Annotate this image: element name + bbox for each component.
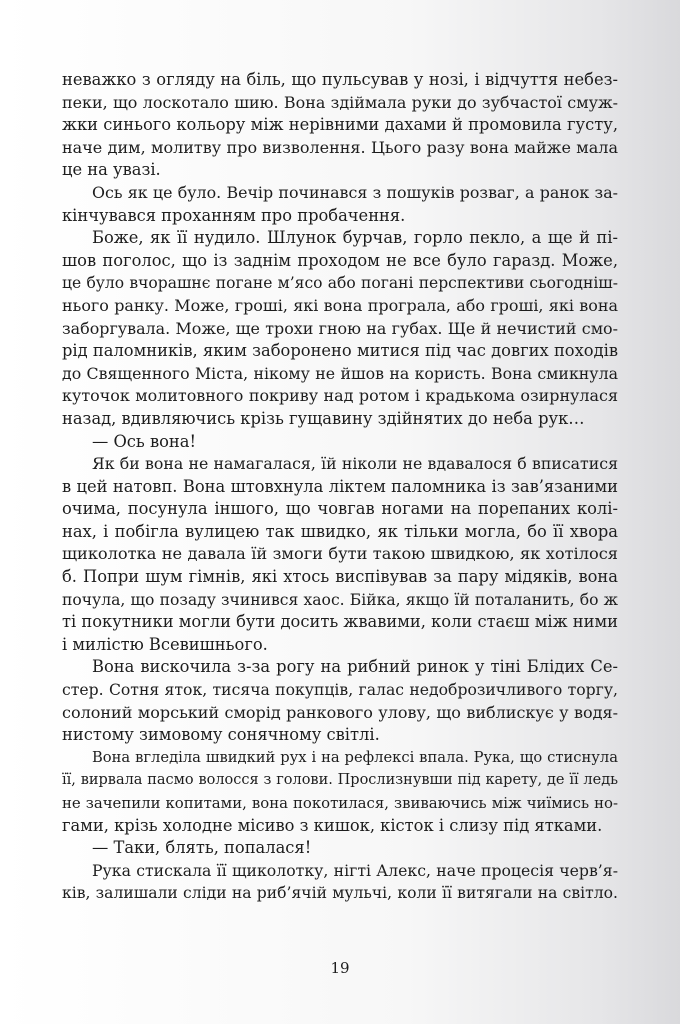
text-line: Вона вискочила з-за рогу на рибний ринок у тіні Блідих Се- — [92, 657, 618, 677]
text-line: рід паломників, яким заборонено митися під час довгих походів — [62, 341, 618, 361]
text-line: Ось як це було. Вечір починався з пошуків розваг, а ранок за- — [92, 182, 618, 202]
text-line: ків, залишали сліди на риб’ячій мульчі, коли її витягали на світло. — [62, 884, 618, 903]
body-text — [62, 69, 618, 905]
text-line: назад, вдивляючись крізь гущавину здійнятих до неба рук… — [62, 408, 585, 428]
text-line: солоний морський сморід ранкового улову, що виблискує у водя- — [62, 702, 618, 722]
text-line: в цей натовп. Вона штовхнула ліктем паломника із зав’язаними — [62, 476, 618, 496]
text-line: ті покутники могли бути досить жвавими, коли стаєш між ними — [62, 612, 618, 632]
text-line: очима, посунула іншого, що човгав ногами на порепаних колі- — [62, 499, 618, 519]
text-line: Боже, як її нудило. Шлунок бурчав, горло пекло, а ще й пі- — [92, 228, 618, 248]
text-line: нах, і побігла вулицею так швидко, як тільки могла, бо її хвора — [62, 521, 618, 541]
text-line: — Ось вона! — [92, 431, 197, 451]
text-line: це було вчорашнє погане м’ясо або погані перспективи сьогодніш- — [62, 274, 618, 293]
text-line: — Таки, блять, попалася! — [92, 838, 312, 858]
text-line: Рука стискала її щиколотку, нігті Алекс, наче процесія черв’я- — [92, 860, 618, 880]
text-line: Як би вона не намагалася, їй ніколи не вдавалося б вписатися — [92, 454, 618, 474]
text-line: нього ранку. Може, гроші, які вона програла, або гроші, які вона — [62, 295, 618, 315]
text-line: неважко з огляду на біль, що пульсував у нозі, і відчуття небез- — [62, 70, 618, 89]
text-line: це на увазі. — [62, 160, 161, 180]
text-line: куточок молитовного покриву над ротом і крадькома озирнулася — [62, 386, 618, 406]
text-line: шов поголос, що із заднім проходом не все було гаразд. Може, — [62, 250, 618, 270]
text-line: її, вирвала пасмо волосся з голови. Прослизнувши під карету, де її ледь — [62, 772, 618, 789]
text-line: б. Попри шум гімнів, які хтось виспівував за пару мідяків, вона — [62, 567, 618, 587]
text-line: гами, крізь холодне місиво з кишок, кісток і слизу під ятками. — [62, 815, 603, 835]
text-line: Вона вгледіла швидкий рух і на рефлексі впала. Рука, що стиснула — [92, 748, 618, 766]
text-line: до Священного Міста, нікому не йшов на користь. Вона смикнула — [62, 363, 618, 383]
text-line: і милістю Всевишнього. — [62, 634, 268, 654]
text-line: наче дим, молитву про визволення. Цього разу вона майже мала — [62, 137, 618, 157]
text-line: щиколотка не давала їй змоги бути такою швидкою, як хотілося — [62, 544, 618, 564]
text-line: не зачепили копитами, вона покотилася, звиваючись між чиїмись но- — [62, 794, 618, 812]
page-number: 19 — [330, 959, 350, 977]
text-line: заборгувала. Може, ще трохи гною на губах. Ще й нечистий смо- — [62, 318, 618, 338]
text-line: почула, що позаду зчинився хаос. Бійка, якщо їй поталанить, бо ж — [62, 590, 618, 609]
text-line: пеки, що лоскотало шию. Вона здіймала руки до зубчастої смуж- — [62, 92, 618, 112]
text-line: нистому зимовому сонячному світлі. — [62, 725, 380, 745]
text-line: стер. Сотня яток, тисяча покупців, галас недоброзичливого торгу, — [62, 680, 618, 700]
text-line: жки синього кольору між нерівними дахами й промовила густу, — [62, 115, 618, 135]
text-line: кінчувався проханням про пробачення. — [62, 205, 406, 225]
